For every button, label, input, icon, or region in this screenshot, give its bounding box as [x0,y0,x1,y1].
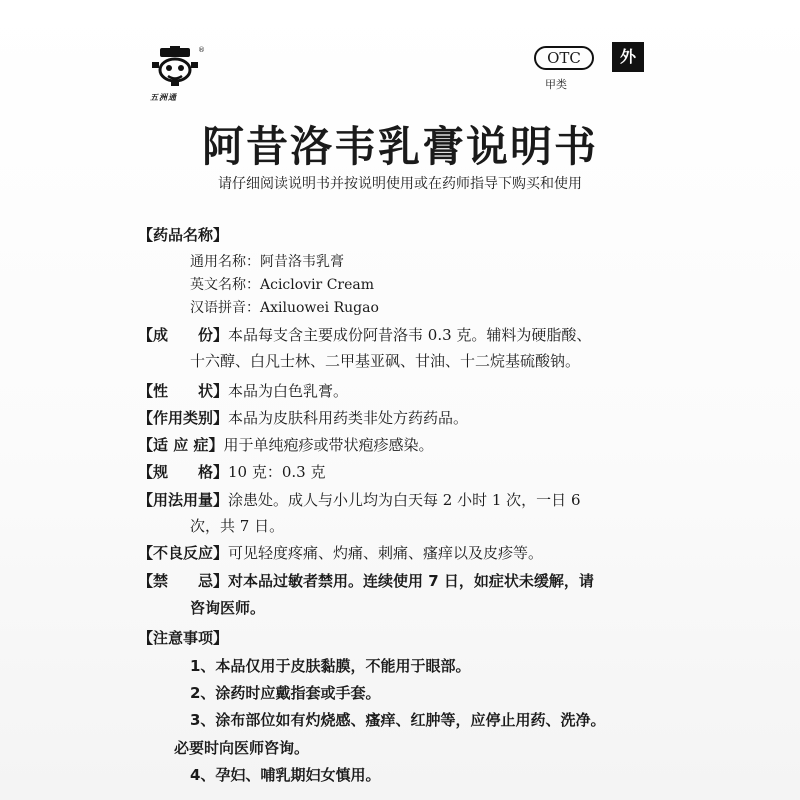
pinyin-name: 汉语拼音：Axiluowei Rugao [190,300,379,316]
logo-caption: 五洲通 [150,92,177,102]
section-text: 10 克：0.3 克 [228,463,326,481]
section-label: 【规 格】 [138,463,229,481]
precaution-item: 3、涂布部位如有灼烧感、瘙痒、红肿等，应停止用药、洗净。 [190,711,606,729]
section-label: 【用法用量】 [138,491,229,509]
section-dosage [138,489,581,510]
dosage-line-2: 次，共 7 日。 [190,517,285,535]
registered-mark: ® [198,46,205,54]
brand-logo-icon [148,46,202,86]
composition-line-2: 十六醇、白凡士林、二甲基亚砜、甘油、十二烷基硫酸钠。 [190,352,581,370]
section-composition [138,324,591,345]
contraindications-line-2: 咨询医师。 [190,599,266,617]
section-text: 涂患处。成人与小儿均为白天每 2 小时 1 次，一日 6 [228,491,581,509]
precaution-item: 1、本品仅用于皮肤黏膜，不能用于眼部。 [190,657,471,675]
section-text: 对本品过敏者禁用。连续使用 7 日，如症状未缓解，请 [228,572,594,590]
section-text: 可见轻度疼痛、灼痛、刺痛、瘙痒以及皮疹等。 [228,544,544,562]
generic-name: 通用名称：阿昔洛韦乳膏 [190,254,344,270]
section-label: 【药品名称】 [138,226,229,244]
section-label: 【性 状】 [138,382,229,400]
section-adverse-reactions [138,542,543,563]
section-text: 本品每支含主要成份阿昔洛韦 0.3 克。辅料为硬脂酸、 [228,326,592,344]
section-precautions [138,627,228,648]
precaution-item-continued: 必要时向医师咨询。 [174,739,310,757]
english-name: 英文名称：Aciclovir Cream [190,277,375,293]
section-contraindications [138,570,594,591]
section-label: 【注意事项】 [138,629,229,647]
section-label: 【作用类别】 [138,409,229,427]
external-use-badge: 外 [612,42,644,72]
section-text: 本品为白色乳膏。 [228,382,349,400]
document-subtitle: 请仔细阅读说明书并按说明使用或在药师指导下购买和使用 [218,176,582,192]
otc-badge: OTC [534,46,594,70]
section-label: 【不良反应】 [138,544,229,562]
precaution-item: 2、涂药时应戴指套或手套。 [190,684,381,702]
section-label: 【成 份】 [138,326,229,344]
section-category [138,407,468,428]
document-title: 阿昔洛韦乳膏说明书 [201,122,598,171]
section-text: 用于单纯疱疹或带状疱疹感染。 [223,436,434,454]
precaution-item: 4、孕妇、哺乳期妇女慎用。 [190,766,381,784]
otc-category-label: 甲类 [545,78,567,91]
section-text: 本品为皮肤科用药类非处方药药品。 [228,409,469,427]
section-appearance [138,380,348,401]
section-label: 【适 应 症】 [138,436,224,454]
section-label: 【禁 忌】 [138,572,229,590]
section-specification [138,461,326,482]
section-indications [138,434,433,455]
section-drug-name [138,224,228,245]
